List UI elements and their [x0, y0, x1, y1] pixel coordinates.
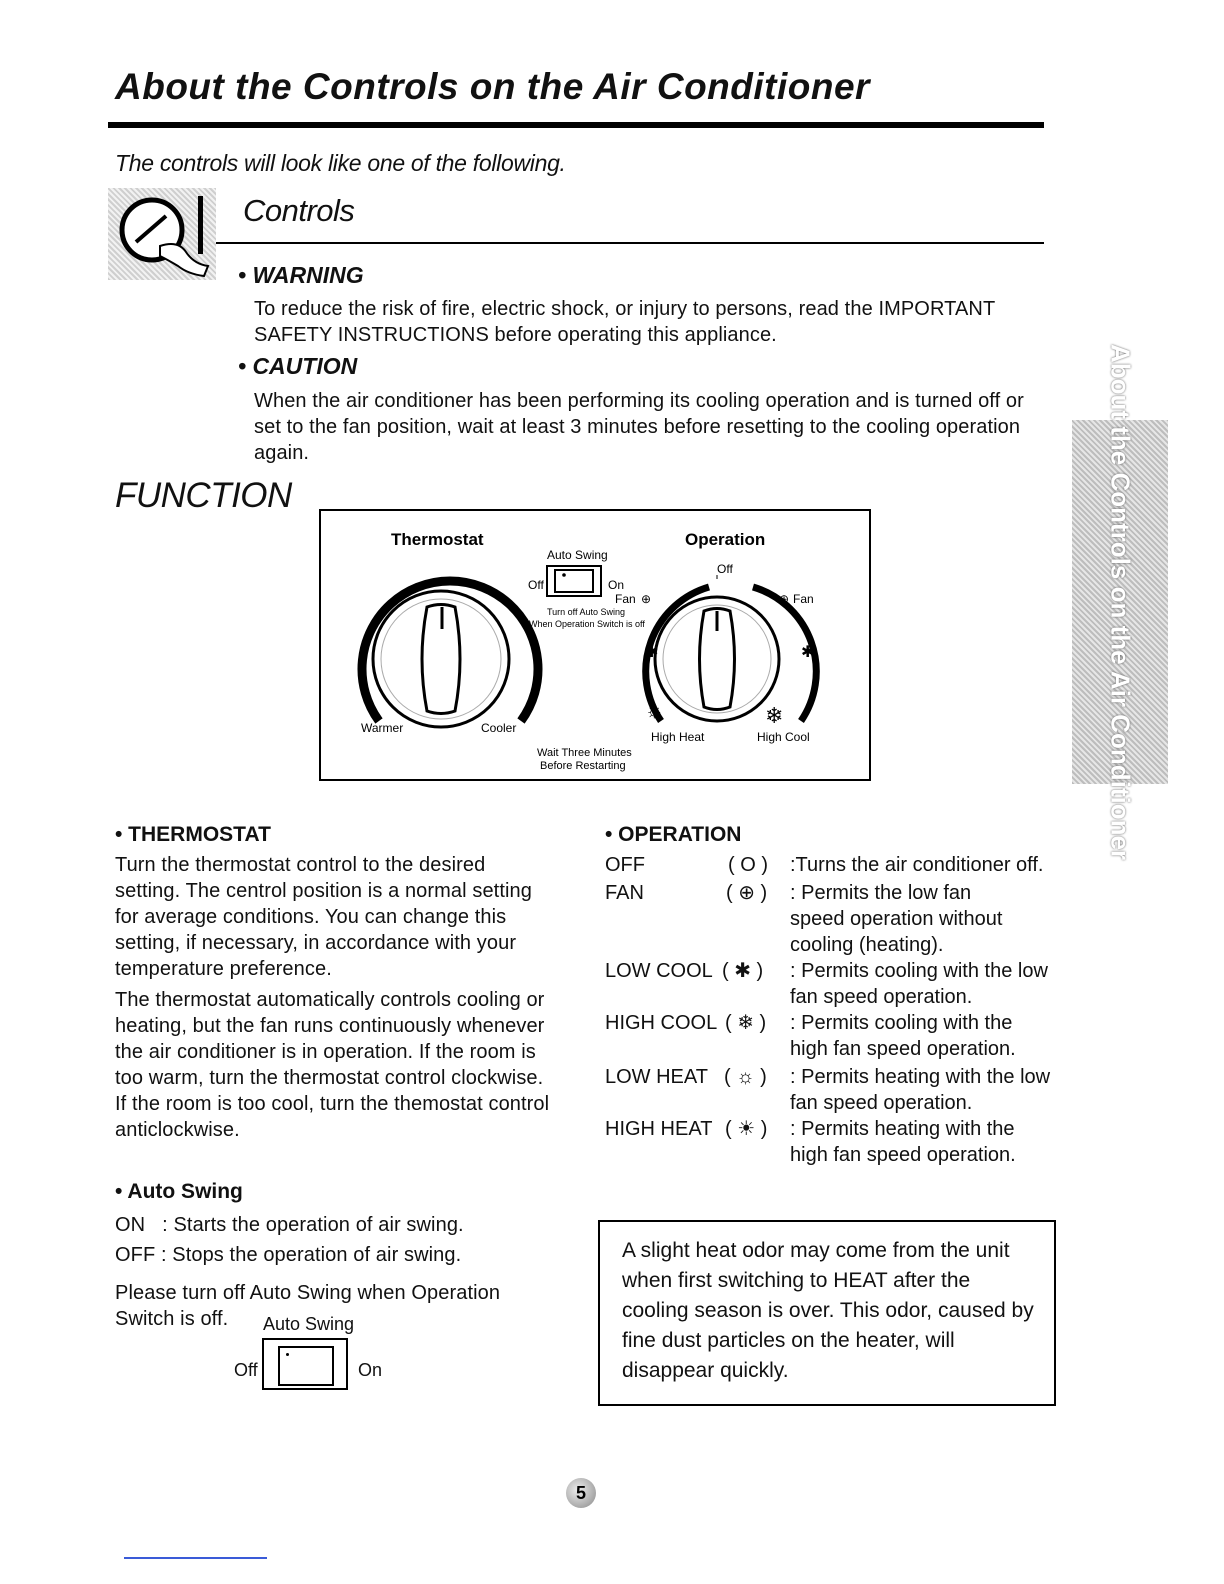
warning-heading: • WARNING: [238, 262, 364, 288]
high-cool-label: High Cool: [757, 730, 810, 744]
operation-heading: • OPERATION: [605, 823, 742, 846]
heat-odor-text: A slight heat odor may come from the unit when first switching to HEAT after the cooling season is over. This odor, caused by fine dust particles on the heater, will disappear quickly.: [622, 1239, 1034, 1382]
auto-swing-on-line: ON : Starts the operation of air swing.: [115, 1214, 464, 1236]
side-tab-label: About the Controls on the Air Conditioner: [1105, 343, 1136, 861]
high-heat-label: High Heat: [651, 730, 705, 744]
op-mode-high-cool: HIGH COOL: [605, 1012, 718, 1034]
op-mode-off: OFF: [605, 854, 645, 876]
warmer-label: Warmer: [361, 721, 404, 735]
thermostat-heading: • THERMOSTAT: [115, 823, 271, 846]
op-desc-low-cool: : Permits cooling with the low fan speed operation.: [790, 960, 1048, 1008]
op-symbol-high-heat: ( ☀ ): [725, 1118, 768, 1140]
fan-right-label: Fan: [793, 592, 814, 606]
op-desc-low-heat: : Permits heating with the low fan speed operation.: [790, 1066, 1051, 1114]
svg-text:✱: ✱: [801, 644, 815, 661]
op-symbol-low-cool: ( ✱ ): [722, 960, 764, 982]
fan-left-label: Fan: [615, 592, 636, 606]
fan-icon-right: ⊕: [779, 592, 790, 606]
op-mode-low-cool: LOW COOL: [605, 960, 713, 982]
page-number: 5: [566, 1478, 596, 1508]
auto-swing-heading: • Auto Swing: [115, 1180, 243, 1203]
auto-swing-note: Please turn off Auto Swing when Operation Switch is off.: [115, 1282, 501, 1330]
op-desc-fan: : Permits the low fan speed operation without cooling (heating).: [790, 882, 1003, 956]
footer-link-underline: [124, 1557, 267, 1559]
op-symbol-off: ( O ): [728, 854, 768, 876]
swing-switch-label: Auto Swing: [263, 1314, 355, 1334]
op-desc-high-cool: : Permits cooling with the high fan speed operation.: [790, 1012, 1016, 1060]
swing-switch[interactable]: [262, 1338, 348, 1390]
op-symbol-low-heat: ( ☼ ): [724, 1066, 767, 1088]
auto-swing-off-line: OFF : Stops the operation of air swing.: [115, 1244, 462, 1266]
op-symbol-fan: ( ⊕ ): [726, 882, 768, 904]
op-desc-off: :Turns the air conditioner off.: [790, 854, 1044, 876]
controls-diagram: [319, 509, 871, 781]
thermostat-paragraph-1: Turn the thermostat control to the desired setting. The centrol position is a normal setting for average conditions. You can change this setting, if necessary, in accordance with your temperature preference.: [115, 854, 532, 980]
controls-rule: [216, 242, 1044, 244]
fan-icon-left: ⊕: [641, 592, 652, 606]
page-title: About the Controls on the Air Conditioner: [115, 66, 870, 107]
switch-on-label: On: [608, 578, 625, 592]
swing-switch-off: Off: [234, 1360, 258, 1380]
caution-heading: • CAUTION: [238, 353, 358, 379]
turn-off-note: Turn off Auto Swing: [547, 607, 626, 617]
op-mode-high-heat: HIGH HEAT: [605, 1118, 713, 1140]
op-mode-fan: FAN: [605, 882, 644, 904]
heat-odor-note: [598, 1220, 1056, 1406]
auto-swing-label: Auto Swing: [547, 548, 608, 562]
operation-knob[interactable]: [645, 587, 816, 721]
swing-switch-rocker: [278, 1346, 334, 1386]
wait-label-2: Before Restarting: [540, 760, 626, 772]
operation-label: Operation: [685, 530, 766, 549]
hand-knob-icon: [108, 188, 216, 280]
side-tab: [1072, 343, 1168, 861]
high-heat-icon: ☼: [645, 700, 664, 722]
cooler-label: Cooler: [481, 721, 517, 735]
turn-off-note-2: When Operation Switch is off: [529, 619, 645, 629]
wait-label-1: Wait Three Minutes: [537, 747, 632, 759]
thermostat-knob[interactable]: [362, 581, 538, 727]
function-label: FUNCTION: [115, 476, 292, 515]
title-rule: [108, 122, 1044, 128]
caution-text: When the air conditioner has been performing its cooling operation and is turned off or set to the fan position, wait at least 3 minutes before resetting to the cooling operation again.: [254, 390, 1024, 464]
thermostat-paragraph-2: The thermostat automatically controls cooling or heating, but the fan runs continuously whenever the air conditioner is in operation. If the room is too warm, turn the thermostat control clockwise. If the room is too cool, turn the themostat control anticlockwise.: [115, 989, 550, 1141]
controls-label: Controls: [243, 193, 355, 228]
page-subtitle: The controls will look like one of the following.: [115, 150, 566, 176]
thermostat-label: Thermostat: [391, 530, 484, 549]
high-cool-icon: ❄: [765, 703, 784, 728]
auto-swing-switch[interactable]: [547, 566, 601, 596]
op-desc-high-heat: : Permits heating with the high fan speed operation.: [790, 1118, 1016, 1166]
op-symbol-high-cool: ( ❄ ): [725, 1012, 767, 1034]
op-mode-low-heat: LOW HEAT: [605, 1066, 708, 1088]
svg-text:✱: ✱: [645, 644, 659, 661]
swing-switch-on: On: [358, 1360, 383, 1380]
warning-text: To reduce the risk of fire, electric shock, or injury to persons, read the IMPORTANT SAFETY INSTRUCTIONS before operating this appliance.: [254, 298, 995, 346]
op-off-label: Off: [717, 562, 733, 576]
switch-off-label: Off: [528, 578, 544, 592]
